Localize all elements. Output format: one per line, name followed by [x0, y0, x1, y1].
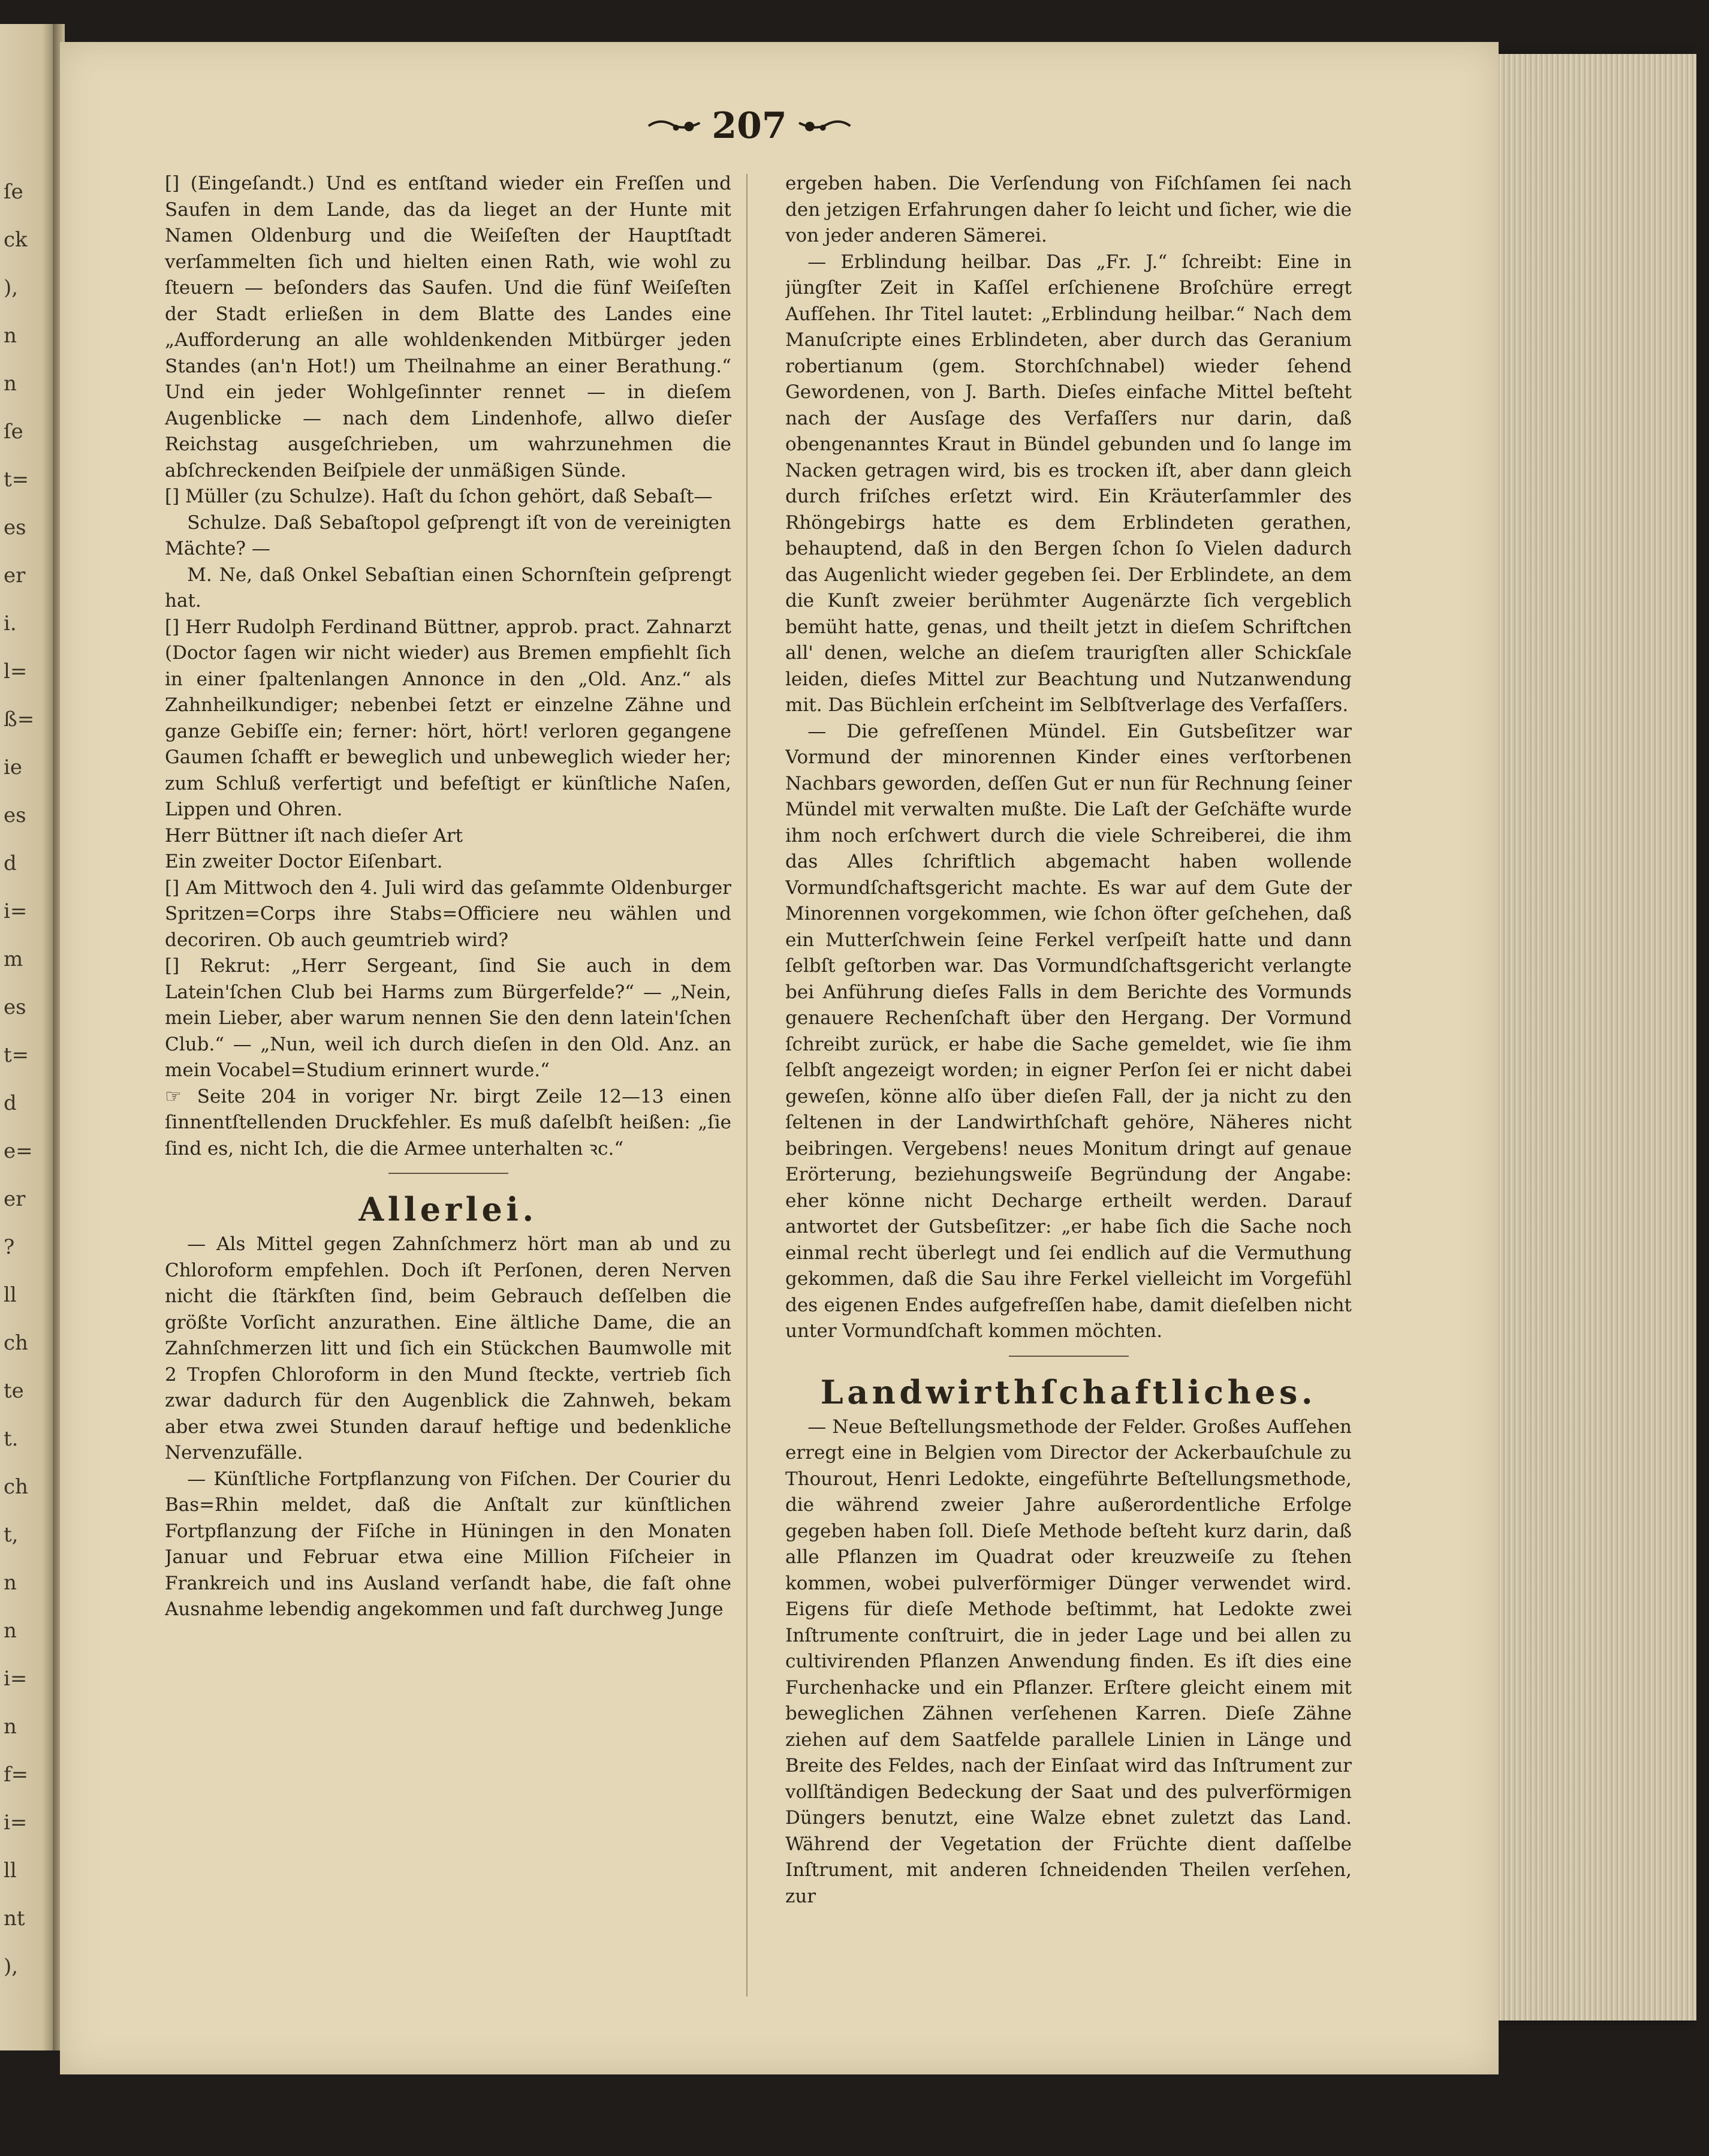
- section-rule: [1009, 1356, 1129, 1357]
- left-text-column: [165, 171, 731, 2006]
- section-heading: Allerlei.: [358, 1190, 538, 1228]
- verse-line: Ein zweiter Doctor Eiſenbart.: [165, 851, 443, 872]
- facing-page-fragment: i=: [4, 1811, 28, 1835]
- facing-page-fragment: d: [4, 1091, 17, 1115]
- facing-page-fragment: t.: [4, 1427, 19, 1451]
- facing-page-fragment: i=: [4, 1667, 28, 1691]
- facing-page-fragment: i=: [4, 899, 28, 923]
- facing-page-fragment: e=: [4, 1139, 33, 1163]
- facing-page-fragment: es: [4, 803, 26, 827]
- paragraph: ☞ Seite 204 in voriger Nr. birgt Zeile 12—13 einen ſinnentſtellenden Druckfehler. Es muß daſelbſt heißen: „ſie ſind es, nicht Ich, die die Armee unterhalten ꝛc.“: [165, 1085, 731, 1160]
- paragraph: — Erblindung heilbar. Das „Fr. J.“ ſchreibt: Eine in jüngſter Zeit in Kaſſel erſchienene Broſchüre erregt Aufſehen. Ihr Titel lautet: „Erblindung heilbar.“ Nach dem Manuſcripte eines Erblindeten, aber durch das Geranium robertianum (gem. Storchſchnabel) wieder ſehend Gewordenen, von J. Barth. Dieſes einfache Mittel beſteht nach der Ausſage des Verfaſſers nur darin, daß obengenanntes Kraut in Bündel gebunden und ſo lange im Nacken getragen wird, bis es trocken iſt, aber dann gleich durch friſches erſetzt wird. Ein Kräuterſammler des Rhöngebirgs hatte es dem Erblindeten gerathen, behauptend, daß in den Bergen ſchon ſo Vielen dadurch das Augenlicht wieder gegeben ſei. Der Erblindete, an dem die Kunſt zweier berühmter Augenärzte ſich vergeblich bemüht hatte, genas, und theilt jetzt in dieſem Schriftchen all' denen, welche an dieſem traurigſten aller Schickſale leiden, dieſes Mittel zur Beachtung und Nutzanwendung mit. Das Büchlein erſcheint im Selbſtverlage des Verfaſſers.: [785, 251, 1352, 716]
- facing-page-fragment: d: [4, 851, 17, 875]
- paragraph: — Künſtliche Fortpflanzung von Fiſchen. Der Courier du Bas=Rhin meldet, daß die Anſtalt zur künſtlichen Fortpflanzung der Fiſche in Hüningen in den Monaten Januar und Februar etwa eine Million Fiſcheier in Frankreich und ins Ausland verſandt habe, die faſt ohne Ausnahme lebendig angekommen und faſt durchweg Junge: [165, 1468, 731, 1620]
- section-heading: Landwirthſchaftliches.: [820, 1372, 1317, 1411]
- ornament-right-icon: [798, 118, 851, 134]
- facing-page-fragment: n: [4, 324, 17, 348]
- paragraph: — Neue Beſtellungsmethode der Felder. Großes Aufſehen erregt eine in Belgien vom Director der Ackerbauſchule zu Thourout, Henri Ledokte, eingeführte Beſtellungsmethode, die während zweier Jahre außerordentliche Erfolge gegeben haben ſoll. Dieſe Methode beſteht kurz darin, daß alle Pflanzen im Quadrat oder kreuzweiſe zu ſtehen kommen, wobei pulverförmiger Dünger verwendet wird. Eigens für dieſe Methode beſtimmt, hat Ledokte zwei Inſtrumente conſtruirt, die in jeder Lage und bei allen zu cultivirenden Pflanzen Anwendung finden. Es iſt dies eine Furchenhacke und ein Pflanzer. Erſtere gleicht einem mit beweglichen Zähnen verſehenen Karren. Dieſe Zähne ziehen auf dem Saatfelde parallele Linien in Länge und Breite des Feldes, nach der Einſaat wird das Inſtrument zur vollſtändigen Bedeckung der Saat und des pulverförmigen Düngers benutzt, eine Walze ebnet zuletzt das Land. Während der Vegetation der Früchte dient daſſelbe Inſtrument, mit anderen ſchneidenden Theilen verſehen, zur: [785, 1416, 1352, 1907]
- paragraph: M. Ne, daß Onkel Sebaſtian einen Schornſtein geſprengt hat.: [165, 564, 731, 612]
- right-text-column: [785, 171, 1352, 2006]
- paragraph: — Als Mittel gegen Zahnſchmerz hört man ab und zu Chloroform empfehlen. Doch iſt Perſonen, deren Nerven nicht die ſtärkſten ſind, beim Gebrauch deſſelben die größte Vorſicht anzurathen. Eine ältliche Dame, die an Zahnſchmerzen litt und ſich ein Stückchen Baumwolle mit 2 Tropfen Chloroform in den Mund ſteckte, vertrieb ſich zwar dadurch für den Augenblick die Zahnweh, bekam aber etwa zwei Stunden darauf heftige und bedenkliche Nervenzufälle.: [165, 1233, 731, 1464]
- facing-page-fragment: f=: [4, 1763, 29, 1787]
- facing-page-fragment: te: [4, 1379, 24, 1403]
- facing-page-fragment: er: [4, 1187, 26, 1211]
- facing-page-fragment: er: [4, 564, 26, 588]
- facing-page-fragment: ll: [4, 1859, 17, 1883]
- facing-page-fragment: ſe: [4, 180, 23, 204]
- paragraph: [] Rekrut: „Herr Sergeant, ſind Sie auch in dem Latein'ſchen Club bei Harms zum Bürgerfelde?“ — „Nein, mein Lieber, aber warum nennen Sie den denn latein'ſchen Club.“ — „Nun, weil ich durch dieſen in den Old. Anz. an mein Vocabel=Studium erinnert wurde.“: [165, 955, 731, 1081]
- facing-page-edge: [0, 24, 53, 2050]
- verse-line: Herr Büttner iſt nach dieſer Art: [165, 824, 463, 847]
- facing-page-fragment: nt: [4, 1907, 25, 1931]
- facing-page-fragment: n: [4, 372, 17, 396]
- ornament-left-icon: [647, 118, 701, 134]
- facing-page-fragment: i.: [4, 612, 17, 636]
- facing-page-fragment: es: [4, 995, 26, 1019]
- facing-page-fragment: t=: [4, 1043, 29, 1067]
- column-divider: [746, 174, 748, 1997]
- facing-page-fragment: ch: [4, 1475, 28, 1499]
- facing-page-fragment: m: [4, 947, 23, 971]
- section-rule: [388, 1173, 508, 1174]
- facing-page-fragment: n: [4, 1619, 17, 1643]
- paragraph: ergeben haben. Die Verſendung von Fiſchſamen ſei nach den jetzigen Erfahrungen daher ſo leicht und ſicher, wie die von jeder anderen Sämerei.: [785, 173, 1352, 246]
- facing-page-fragment: ),: [4, 1955, 19, 1979]
- facing-page-fragment: ß=: [4, 707, 35, 731]
- facing-page-fragment: t,: [4, 1523, 19, 1547]
- facing-page-fragment: ch: [4, 1331, 28, 1355]
- paragraph: [] Müller (zu Schulze). Haſt du ſchon gehört, daß Sebaſt—: [165, 486, 713, 507]
- facing-page-fragment: ll: [4, 1283, 17, 1307]
- facing-page-fragment: ck: [4, 228, 28, 252]
- paragraph: [] (Eingeſandt.) Und es entſtand wieder ein Freſſen und Saufen in dem Lande, das da lieget an der Hunte mit Namen Oldenburg und die Weiſeſten der Hauptſtadt verſammelten ſich und hielten einen Rath, wie wohl zu ſteuern — beſonders das Saufen. Und die fünf Weiſeſten der Stadt erließen in dem Blatte des Landes eine „Aufforderung an alle wohldenkenden Mitbürger jeden Standes (an'n Hot!) um Theilnahme an einer Berathung.“ Und ein jeder Wohlgeſinnter rennet — in dieſem Augenblicke — nach dem Lindenhofe, allwo dieſer Reichstag ausgeſchrieben, um wahrzunehmen die abſchreckenden Beiſpiele der unmäßigen Sünde.: [165, 173, 731, 481]
- facing-page-fragment: es: [4, 516, 26, 540]
- facing-page-fragment: n: [4, 1715, 17, 1739]
- facing-page-fragment: ?: [4, 1235, 15, 1259]
- facing-page-fragment: t=: [4, 468, 29, 492]
- page-number: 207: [712, 105, 787, 147]
- facing-page-fragment: ie: [4, 755, 22, 779]
- paragraph: Schulze. Daß Sebaſtopol geſprengt iſt von de vereinigten Mächte? —: [165, 511, 731, 559]
- paragraph: [] Am Mittwoch den 4. Juli wird das geſammte Oldenburger Spritzen=Corps ihre Stabs=Officiere neu wählen und decoriren. Ob auch geumtrieb wird?: [165, 877, 731, 951]
- facing-page-fragment: ),: [4, 276, 19, 300]
- paragraph: — Die gefreſſenen Mündel. Ein Gutsbeſitzer war Vormund der minorennen Kinder eines verſtorbenen Nachbars geworden, deſſen Gut er nun für Rechnung ſeiner Mündel mit verwalten mußte. Die Laſt der Geſchäfte wurde ihm noch erſchwert durch die viele Schreiberei, die ihm das Alles ſchriftlich abgemacht haben wollende Vormundſchaftsgericht machte. Es war auf dem Gute der Minorennen vorgekommen, wie ſchon öfter geſchehen, daß ein Mutterſchwein ſeine Ferkel verſpeiſt hatte und dann ſelbſt geſtorben war. Das Vormundſchaftsgericht verlangte bei Anführung dieſes Falls in dem Berichte des Vormunds genauere Rechenſchaft über den Hergang. Der Vormund ſchreibt zurück, er habe die Sache gemeldet, wie ſie ihm ſelbſt angezeigt worden; in eigner Perſon ſei er nicht dabei geweſen, könne alſo über dieſen Fall, der ja nicht zu den ſeltenen in der Landwirthſchaft gehöre, Näheres nicht beibringen. Vergebens! neues Monitum dringt auf genaue Erörterung, beziehungsweiſe Begründung der Angabe: eher könne nicht Decharge ertheilt werden. Darauf antwortet der Gutsbeſitzer: „er habe ſich die Sache noch einmal recht überlegt und ſei endlich auf die Vermuthung gekommen, daß die Sau ihre Ferkel vielleicht im Vorgefühl des eigenen Endes aufgefreſſen habe, damit dieſelben nicht unter Vormundſchaft kommen möchten.: [785, 720, 1352, 1342]
- page-header: [647, 102, 851, 150]
- page-stack-edge: [1481, 54, 1696, 2021]
- facing-page-fragment: l=: [4, 660, 28, 683]
- facing-page-fragment: n: [4, 1571, 17, 1595]
- facing-page-fragment: ſe: [4, 420, 23, 444]
- paragraph: [] Herr Rudolph Ferdinand Büttner, approb. pract. Zahnarzt (Doctor ſagen wir nicht wieder) aus Bremen empfiehlt ſich in einer ſpaltenlangen Annonce in den „Old. Anz.“ als Zahnheilkundiger; nebenbei ſetzt er einzelne Zähne und ganze Gebiſſe ein; ferner: hört, hört! verloren gegangene Gaumen ſchafft er beweglich und unbeweglich wieder her; zum Schluß verfertigt und befeſtigt er künſtliche Naſen, Lippen und Ohren.: [165, 616, 731, 820]
